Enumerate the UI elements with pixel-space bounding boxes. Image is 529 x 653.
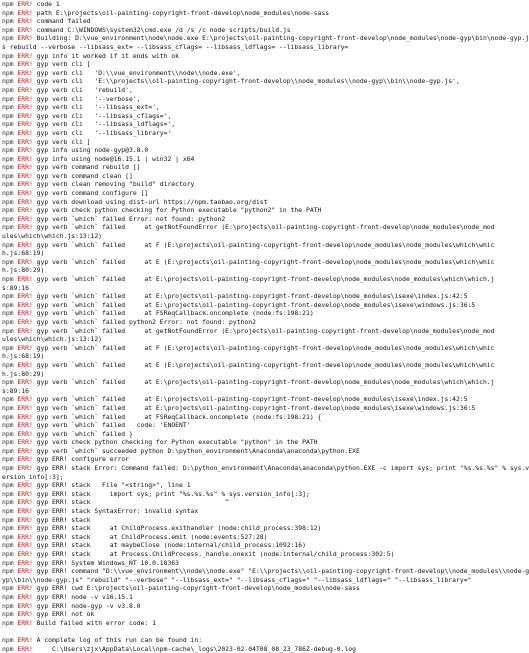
log-line-prefix: npm	[2, 154, 14, 163]
log-line	[2, 180, 498, 189]
log-line	[2, 335, 498, 344]
log-line-prefix: npm	[2, 8, 14, 17]
log-line-text: gyp ERR! node-gyp -v v3.8.0	[32, 601, 141, 610]
log-line-text: ersion_info[:3];	[2, 472, 64, 481]
log-line	[2, 232, 498, 241]
log-line-level: ERR!	[17, 326, 33, 335]
log-line-text: gyp verb `which` failed at E:\projects\oil-painting-copyright-front-develop\node_modules\node_modules\which\which.j	[32, 275, 495, 283]
log-line-level: ERR!	[17, 94, 33, 103]
log-line	[2, 473, 498, 482]
log-line-prefix: npm	[2, 446, 14, 455]
log-line	[2, 602, 498, 611]
log-line	[2, 223, 498, 232]
log-line-text: h.js:80:29)	[2, 369, 45, 378]
log-line-text: gyp verb `which` failed at E:\projects\oil-painting-copyright-front-develop\node_modules\isexe\index.js:42:5	[32, 395, 468, 404]
log-line-text: gyp ERR! command "D:\\vue_environment\\node\\node.exe" "E:\\projects\\oil-painting-copyright-front-develop\\node_modules\\node-g	[32, 567, 529, 576]
log-line	[2, 86, 498, 95]
log-line-level: ERR!	[17, 8, 33, 17]
log-line-level: ERR!	[17, 0, 33, 8]
log-line	[2, 370, 498, 379]
log-line-level: ERR!	[17, 111, 33, 120]
log-line-level: ERR!	[17, 481, 33, 490]
log-line-text: gyp verb download using dist-url https://npm.taobao.org/dist	[32, 197, 268, 206]
log-line-text: gyp verb `which` failed at E:\projects\oil-painting-copyright-front-develop\node_modules\isexe\windows.js:36:5	[32, 403, 476, 412]
log-line-text: ules\which\which.js:13:12)	[2, 335, 103, 344]
log-line-prefix: npm	[2, 412, 14, 421]
log-line	[2, 455, 498, 464]
log-line	[2, 481, 498, 490]
log-line-text: gyp verb `which` failed at E (E:\projects\oil-painting-copyright-front-develop\node_modules\node_modules\which\whic	[32, 360, 495, 369]
log-line-prefix: npm	[2, 94, 14, 103]
log-line-level: ERR!	[17, 309, 33, 318]
log-line-prefix: npm	[2, 0, 14, 8]
log-line	[2, 344, 498, 353]
log-line-prefix: npm	[2, 601, 14, 610]
log-line-prefix: npm	[2, 610, 14, 619]
log-line	[2, 69, 498, 78]
log-line-prefix: npm	[2, 378, 14, 387]
log-line	[2, 395, 498, 404]
log-line-level: ERR!	[17, 163, 33, 172]
log-line-prefix: npm	[2, 34, 14, 43]
log-line-text: gyp ERR! configure error	[32, 455, 129, 464]
log-line	[2, 0, 498, 9]
log-line-level: ERR!	[17, 197, 33, 206]
log-line	[2, 387, 498, 396]
log-line-level: ERR!	[17, 601, 33, 610]
log-line-level: ERR!	[17, 85, 33, 94]
log-line	[2, 258, 498, 267]
log-line-level: ERR!	[17, 403, 33, 412]
log-line-text: gyp ERR! System Windows_NT 10.0.18363	[32, 558, 180, 567]
log-line	[2, 52, 498, 61]
log-line-level: ERR!	[17, 51, 33, 60]
log-line-text: gyp verb cli 'D:\\vue_environment\\node\\node.exe',	[32, 68, 241, 77]
log-line-text: gyp verb cli 'E:\\projects\\oil-painting-copyright-front-develop\\node_modules\\node-gyp\\bin\\node-gyp.js',	[32, 77, 460, 86]
log-line	[2, 309, 498, 318]
log-line-prefix: npm	[2, 257, 14, 266]
log-line-prefix: npm	[2, 275, 14, 283]
log-line-text: Build failed with error code: 1	[32, 618, 156, 627]
log-line-text: gyp verb `which` failed at E:\projects\oil-painting-copyright-front-develop\node_modules\node_modules\which\which.j	[32, 378, 495, 387]
log-line-text: h.js:68:19)	[2, 249, 45, 258]
log-line-prefix: npm	[2, 618, 14, 627]
log-line-prefix: npm	[2, 128, 14, 137]
log-line	[2, 77, 498, 86]
log-line-level: ERR!	[17, 25, 33, 34]
log-line-prefix: npm	[2, 464, 14, 473]
log-line-level: ERR!	[17, 429, 33, 438]
log-line	[2, 318, 498, 327]
log-line-prefix: npm	[2, 360, 14, 369]
log-line	[2, 584, 498, 593]
log-line-text: gyp ERR! not ok	[32, 610, 95, 619]
log-line-level: ERR!	[17, 524, 33, 533]
log-line-prefix: npm	[2, 507, 14, 516]
log-line-level: ERR!	[17, 146, 33, 155]
log-line	[2, 241, 498, 250]
log-line	[2, 447, 498, 456]
log-line-text: gyp verb cli '--libsass_ext=',	[32, 103, 160, 112]
log-line-prefix: npm	[2, 550, 14, 558]
log-line-text: h.js:80:29)	[2, 266, 45, 275]
log-line-text: gyp info it worked if it ends with ok	[32, 51, 180, 60]
log-line-level: ERR!	[17, 498, 33, 507]
log-line-text: gyp verb `which` failed at getNotFoundError (E:\projects\oil-painting-copyright-front-develop\node_modules\node_mod	[32, 326, 495, 335]
log-line-level: ERR!	[17, 300, 33, 309]
log-line-text: gyp verb `which` failed code: 'ENOENT'	[32, 421, 191, 430]
log-line-text: ules\which\which.js:13:12)	[2, 232, 103, 241]
log-line	[2, 112, 498, 121]
log-line-text: gyp verb cli [	[32, 60, 91, 69]
log-line-level: ERR!	[17, 644, 33, 653]
log-line	[2, 645, 498, 653]
log-line	[2, 430, 498, 439]
log-line-prefix: npm	[2, 163, 14, 172]
log-line-prefix: npm	[2, 189, 14, 198]
log-line	[2, 95, 498, 104]
log-line-prefix: npm	[2, 541, 14, 550]
log-line	[2, 215, 498, 224]
log-line-level: ERR!	[17, 412, 33, 421]
log-line-text: gyp verb `which` failed Error: not found: python2	[32, 214, 226, 223]
log-line-text: gyp verb cli '--verbose',	[32, 94, 141, 103]
log-line-text: gyp info using node@16.15.1 | win32 | x64	[32, 154, 195, 163]
log-line-level: ERR!	[17, 507, 33, 516]
log-line	[2, 9, 498, 18]
log-line-text: gyp ERR! stack at ChildProcess.emit (node:events:527:28)	[32, 532, 268, 541]
log-line-prefix: npm	[2, 214, 14, 223]
log-line	[2, 559, 498, 568]
log-line-level: ERR!	[17, 292, 33, 301]
log-line-prefix: npm	[2, 111, 14, 120]
log-line-text: Building: D:\vue_environment\node\node.exe E:\projects\oil-painting-copyright-front-develop\node_modules\node-gyp\bin\node-gyp.j	[32, 34, 529, 43]
log-line-prefix: npm	[2, 77, 14, 86]
log-line-level: ERR!	[17, 395, 33, 404]
log-line-level: ERR!	[17, 421, 33, 430]
log-line	[2, 541, 498, 550]
log-line-prefix: npm	[2, 489, 14, 498]
log-line	[2, 516, 498, 525]
log-line-text: gyp verb `which` failed at F (E:\projects\oil-painting-copyright-front-develop\node_modules\node_modules\which\whic	[32, 343, 495, 352]
log-line-level: ERR!	[17, 223, 33, 232]
log-line-level: ERR!	[17, 180, 33, 189]
log-line-prefix: npm	[2, 584, 14, 593]
log-line	[2, 593, 498, 602]
log-line-level: ERR!	[17, 34, 33, 43]
log-line-level: ERR!	[17, 635, 33, 644]
log-line	[2, 301, 498, 310]
log-line-level: ERR!	[17, 171, 33, 180]
log-line-text: yp\\bin\\node-gyp.js" "rebuild" "--verbose" "--libsass_ext=" "--libsass_cflags=" "--libsass_ldflags=" "--libsass_library="	[2, 575, 472, 584]
log-line-prefix: npm	[2, 25, 14, 34]
log-line	[2, 43, 498, 52]
log-line	[2, 146, 498, 155]
log-line-prefix: npm	[2, 309, 14, 318]
log-line-text: gyp verb check python checking for Python executable "python" in the PATH	[32, 438, 318, 447]
log-line-level: ERR!	[17, 17, 33, 26]
log-line	[2, 103, 498, 112]
log-line-level: ERR!	[17, 378, 33, 387]
log-line	[2, 413, 498, 422]
log-line-prefix: npm	[2, 292, 14, 301]
log-line-text: gyp verb `which` failed python2 Error: not found: python2	[32, 317, 256, 326]
log-line-text: s rebuild --verbose --libsass_ext= --libsass_cflags= --libsass_ldflags= --libsass_library=	[2, 42, 349, 51]
log-line-prefix: npm	[2, 429, 14, 438]
log-line-text: gyp verb check python checking for Python executable "python2" in the PATH	[32, 206, 322, 215]
log-line-level: ERR!	[17, 515, 33, 524]
log-line-text: gyp verb `which` failed at E:\projects\oil-painting-copyright-front-develop\node_modules\isexe\windows.js:36:5	[32, 300, 476, 309]
log-line-prefix: npm	[2, 421, 14, 430]
log-line	[2, 533, 498, 542]
log-line-text: gyp verb `which` failed }	[32, 429, 133, 438]
log-line	[2, 206, 498, 215]
log-line-prefix: npm	[2, 85, 14, 94]
log-line-prefix: npm	[2, 498, 14, 507]
log-line	[2, 292, 498, 301]
log-line	[2, 507, 498, 516]
log-line-text: path E:\projects\oil-painting-copyright-front-develop\node_modules\node-sass	[32, 8, 330, 17]
log-line-prefix: npm	[2, 51, 14, 60]
log-line	[2, 120, 498, 129]
log-line-level: ERR!	[17, 610, 33, 619]
log-line	[2, 490, 498, 499]
log-line-text: gyp verb cli '--libsass_cflags=',	[32, 111, 172, 120]
log-line-text: gyp info using node-gyp@3.8.0	[32, 146, 149, 155]
log-line-level: ERR!	[17, 206, 33, 215]
log-line-prefix: npm	[2, 438, 14, 447]
log-line-text: gyp ERR! cwd E:\projects\oil-painting-copyright-front-develop\node_modules\node-sass	[32, 584, 360, 593]
log-line-text: gyp verb clean removing "build" directory	[32, 180, 195, 189]
log-line-level: ERR!	[17, 455, 33, 464]
log-line-level: ERR!	[17, 257, 33, 266]
log-line-text: gyp verb cli '--libsass_ldflags=',	[32, 120, 176, 129]
log-line-level: ERR!	[17, 532, 33, 541]
log-line-text: code 1	[32, 0, 60, 8]
log-line-text: gyp verb command clean []	[32, 171, 133, 180]
log-line	[2, 464, 529, 473]
log-line-prefix: npm	[2, 171, 14, 180]
log-line	[2, 438, 498, 447]
log-line-prefix: npm	[2, 206, 14, 215]
log-line-text: gyp ERR! stack import sys; print "%s.%s.%s" % sys.version_info[:3];	[32, 489, 310, 498]
log-line-prefix: npm	[2, 644, 14, 653]
log-line-text: A complete log of this run can be found in:	[32, 635, 203, 644]
log-line-text: gyp verb `which` failed at FSReqCallback.oncomplete (node:fs:198:21)	[32, 309, 314, 318]
log-line-text: gyp verb `which` failed at F (E:\projects\oil-painting-copyright-front-develop\node_modules\node_modules\which\whic	[32, 240, 495, 249]
log-line-text: gyp verb `which` failed at FSReqCallback.oncomplete (node:fs:198:21) {	[32, 412, 322, 421]
log-line	[2, 610, 498, 619]
log-line-prefix: npm	[2, 146, 14, 155]
log-line-level: ERR!	[17, 68, 33, 77]
log-line-prefix: npm	[2, 481, 14, 490]
log-line-text: gyp ERR! stack ^	[32, 498, 230, 507]
log-line	[2, 361, 498, 370]
log-line-prefix: npm	[2, 635, 14, 644]
log-line-prefix: npm	[2, 120, 14, 129]
log-line-level: ERR!	[17, 446, 33, 455]
log-line	[2, 421, 498, 430]
log-line	[2, 524, 498, 533]
log-line	[2, 352, 498, 361]
log-line	[2, 26, 498, 35]
log-line-prefix: npm	[2, 403, 14, 412]
log-line-text: gyp ERR! stack SyntaxError: invalid syntax	[32, 507, 199, 516]
log-line	[2, 404, 498, 413]
log-line	[2, 327, 498, 336]
log-line-text: command C:\WINDOWS\system32\cmd.exe /d /s /c node scripts/build.js	[32, 25, 291, 34]
log-line-prefix: npm	[2, 103, 14, 112]
log-line-text: gyp verb `which` failed at getNotFoundError (E:\projects\oil-painting-copyright-front-develop\node_modules\node_mod	[32, 223, 495, 232]
log-line-prefix: npm	[2, 137, 14, 146]
log-line	[2, 163, 498, 172]
log-line-text: gyp verb cli ]	[32, 137, 91, 146]
log-line-text: s:89:16	[2, 386, 29, 395]
log-line-text: s:89:16	[2, 283, 29, 292]
log-line-text: gyp ERR! node -v v16.15.1	[32, 592, 133, 601]
log-line-prefix: npm	[2, 343, 14, 352]
log-line-text: gyp verb `which` succeeded python D:\python_environment\Anaconda\anaconda\python.EXE	[32, 446, 360, 455]
log-line-level: ERR!	[17, 317, 33, 326]
log-line-prefix: npm	[2, 395, 14, 404]
log-line-prefix: npm	[2, 567, 14, 576]
log-line-text: command failed	[32, 17, 91, 26]
log-line-level: ERR!	[17, 558, 33, 567]
log-line-text: gyp verb `which` failed at E (E:\projects\oil-painting-copyright-front-develop\node_modules\node_modules\which\whic	[32, 257, 495, 266]
log-line-prefix: npm	[2, 524, 14, 533]
log-line	[2, 198, 498, 207]
log-line-prefix: npm	[2, 300, 14, 309]
log-line-text: gyp verb cli '--libsass_library='	[32, 128, 172, 137]
log-line-prefix: npm	[2, 17, 14, 26]
log-line	[2, 138, 498, 147]
log-line-level: ERR!	[17, 275, 33, 283]
log-line-prefix: npm	[2, 455, 14, 464]
log-line-level: ERR!	[17, 343, 33, 352]
log-line-text: gyp ERR! stack at maybeClose (node:internal/child_process:1092:16)	[32, 541, 306, 550]
log-line-prefix: npm	[2, 558, 14, 567]
log-line-text: gyp ERR! stack	[32, 515, 91, 524]
log-line	[2, 34, 529, 43]
log-line	[2, 129, 498, 138]
log-line-level: ERR!	[17, 189, 33, 198]
log-line-level: ERR!	[17, 592, 33, 601]
log-line	[2, 172, 498, 181]
log-line-prefix: npm	[2, 197, 14, 206]
log-line-level: ERR!	[17, 464, 33, 473]
log-line-level: ERR!	[17, 618, 33, 627]
log-line-level: ERR!	[17, 120, 33, 129]
log-line-level: ERR!	[17, 77, 33, 86]
log-line-level: ERR!	[17, 489, 33, 498]
log-line	[2, 17, 498, 26]
log-line	[2, 249, 498, 258]
log-line-prefix: npm	[2, 180, 14, 189]
log-line-level: ERR!	[17, 567, 33, 576]
log-line-text: gyp verb command rebuild []	[32, 163, 141, 172]
log-line-prefix: npm	[2, 60, 14, 69]
log-line-text: gyp ERR! stack at Process.ChildProcess._handle.onexit (node:internal/child_process:302:5)	[32, 550, 395, 558]
log-line-text: gyp ERR! stack Error: Command failed: D:\python_environment\Anaconda\anaconda\python.EXE -c import sys; print "%s.%s.%s" % sys.v	[32, 464, 529, 473]
log-line-level: ERR!	[17, 541, 33, 550]
log-line	[2, 275, 498, 284]
log-line-prefix: npm	[2, 317, 14, 326]
log-line-level: ERR!	[17, 214, 33, 223]
log-line-prefix: npm	[2, 240, 14, 249]
log-line-text: gyp verb `which` failed at E:\projects\oil-painting-copyright-front-develop\node_modules\isexe\index.js:42:5	[32, 292, 468, 301]
log-line-level: ERR!	[17, 154, 33, 163]
log-line-level: ERR!	[17, 584, 33, 593]
log-line-text: gyp verb cli 'rebuild',	[32, 85, 133, 94]
log-line-level: ERR!	[17, 128, 33, 137]
log-line	[2, 627, 498, 636]
log-line	[2, 498, 498, 507]
log-line	[2, 189, 498, 198]
log-line	[2, 155, 498, 164]
log-line-level: ERR!	[17, 103, 33, 112]
log-line	[2, 567, 529, 576]
log-line-prefix: npm	[2, 223, 14, 232]
log-line-text: gyp ERR! stack at ChildProcess.exithandler (node:child_process:398:12)	[32, 524, 322, 533]
log-line	[2, 60, 498, 69]
log-line-level: ERR!	[17, 137, 33, 146]
log-line-level: ERR!	[17, 438, 33, 447]
log-line-prefix: npm	[2, 532, 14, 541]
log-line	[2, 550, 498, 559]
log-line	[2, 378, 498, 387]
log-line-text: gyp verb command configure []	[32, 189, 149, 198]
log-line-prefix: npm	[2, 68, 14, 77]
log-line-text: C:\Users\zjx\AppData\Local\npm-cache\_logs\2023-02-04T08_08_23_786Z-debug-0.log	[32, 644, 356, 653]
log-line-level: ERR!	[17, 360, 33, 369]
log-line	[2, 284, 498, 293]
log-line-level: ERR!	[17, 550, 33, 558]
log-line-prefix: npm	[2, 515, 14, 524]
log-line-text: gyp ERR! stack File "<string>", line 1	[32, 481, 191, 490]
log-line	[2, 576, 498, 585]
log-line-level: ERR!	[17, 240, 33, 249]
log-line-prefix: npm	[2, 592, 14, 601]
log-line-prefix: npm	[2, 326, 14, 335]
log-line	[2, 636, 498, 645]
log-line	[2, 266, 498, 275]
log-line-text: h.js:68:19)	[2, 352, 45, 361]
log-line-level: ERR!	[17, 60, 33, 69]
log-line	[2, 619, 498, 628]
